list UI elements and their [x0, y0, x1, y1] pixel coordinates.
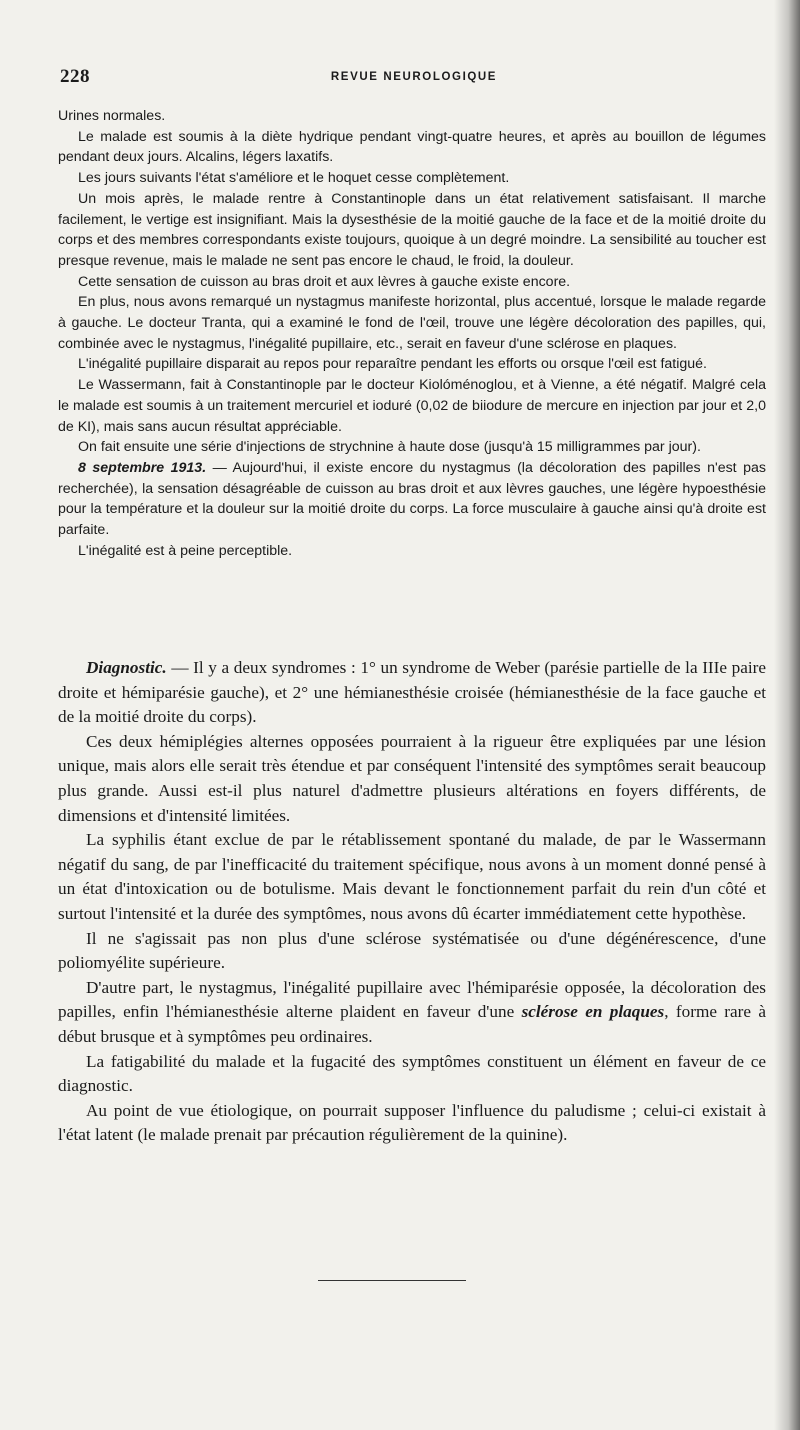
paragraph: La fatigabilité du malade et la fugacité des symptômes constituent un élément en faveur de ce diagnostic. — [58, 1051, 766, 1096]
paragraph — [58, 656, 766, 730]
paragraph-text: D'autre part, le nystagmus, l'inégalité pupillaire avec l'hémiparésie opposée, la décoloration des papilles, enfin l'hémianesthésie alterne plaident en faveur d'une — [58, 977, 766, 1022]
paragraph: Urines normales. — [58, 108, 166, 124]
page-header — [60, 66, 768, 92]
emphasis: sclérose en plaques — [521, 1002, 665, 1022]
paragraph — [58, 976, 766, 1050]
paragraph: Au point de vue étiologique, on pourrait supposer l'influence du paludisme ; celui-ci existait à l'état latent (le malade prenait par précaution régulièrement de la quinine). — [58, 1100, 766, 1145]
entry-text: — Aujourd'hui, il existe encore du nystagmus (la décoloration des papilles n'est pas recherchée), la sensation désagréable de cuisson au bras droit et aux lèvres gauches, une légère hypoesthésie pour la température et la douleur sur la moitié droite du corps. La force musculaire à gauche ainsi qu'à droite est parfaite. — [58, 459, 766, 539]
paragraph: Le Wassermann, fait à Constantinople par le docteur Kiolóménoglou, et à Vienne, a été négatif. Malgré cela le malade est soumis à un traitement mercuriel et ioduré (0,02 de biiodure de mercure en injection par jour et 2,0 de KI), mais sans aucun résultat appréciable. — [58, 377, 766, 435]
paragraph: Les jours suivants l'état s'améliore et le hoquet cesse complètement. — [78, 170, 510, 187]
paragraph: La syphilis étant exclue de par le rétablissement spontané du malade, de par le Wassermann négatif du sang, de par l'inefficacité du traitement spécifique, nous avons à un moment donné pensé à un état d'intoxication ou de botulisme. Mais devant le fonctionnement parfait du rein d'un côté et surtout l'intensité et la durée des symptômes, nous avons dû écarter immédiatement cette hypothèse. — [58, 830, 766, 923]
running-title: REVUE NEUROLOGIQUE — [330, 71, 498, 83]
paragraph: Cette sensation de cuisson au bras droit et aux lèvres à gauche existe encore. — [78, 273, 571, 290]
paragraph: L'inégalité pupillaire disparait au repos pour reparaître pendant les efforts ou orsque l'œil est fatigué. — [78, 356, 707, 373]
entry-date: 8 septembre 1913. — [78, 459, 207, 476]
paragraph-text: , forme rare à début brusque et à symptômes peu ordinaires. — [58, 1002, 767, 1046]
paragraph: Un mois après, le malade rentre à Constantinople dans un état relativement satisfaisant. Il marche facilement, le vertige est insignifiant. Mais la dysesthésie de la moitié gauche de la face et de la moitié droite du corps et des membres correspondants existe toujours, quoique à un degré moindre. La sensibilité au toucher est presque revenue, mais le malade ne sent pas encore le chaud, le froid, la douleur. — [58, 190, 766, 269]
page-number: 228 — [60, 66, 90, 87]
page-edge-shadow — [774, 0, 800, 1430]
paragraph: Il ne s'agissait pas non plus d'une sclérose systématisée ou d'une dégénérescence, d'une poliomyélite supérieure. — [58, 928, 766, 973]
paragraph: L'inégalité est à peine perceptible. — [78, 542, 293, 559]
diagnosis-section — [58, 656, 766, 1148]
paragraph: On fait ensuite une série d'injections de strychnine à haute dose (jusqu'à 15 milligrammes par jour). — [78, 439, 701, 456]
paragraph: En plus, nous avons remarqué un nystagmus manifeste horizontal, plus accentué, lorsque le malade regarde à gauche. Le docteur Tranta, qui a examiné le fond de l'œil, trouve une légère décoloration des papilles, qui, combinée avec le nystagmus, l'inégalité pupillaire, etc., serait en faveur d'une sclérose en plaques. — [58, 294, 766, 352]
section-heading: Diagnostic. — [86, 658, 167, 677]
paragraph-text: — Il y a deux syndromes : 1° un syndrome de Weber (parésie partielle de la IIIe paire droite et hémiparésie gauche), et 2° une hémianesthésie croisée (hémianesthésie de la face gauche et de la moitié droite du corps). — [58, 658, 766, 727]
paragraph: Ces deux hémiplégies alternes opposées pourraient à la rigueur être expliquées par une lésion unique, mais alors elle serait très étendue et par conséquent l'intensité des symptômes serait beaucoup plus grande. Aussi est-il plus naturel d'admettre plusieurs altérations en foyers différents, de dimensions et d'intensité limitées. — [58, 731, 766, 825]
section-divider — [318, 1280, 466, 1281]
case-observation — [58, 106, 766, 561]
paragraph: Le malade est soumis à la diète hydrique pendant vingt-quatre heures, et après au bouillon de légumes pendant deux jours. Alcalins, légers laxatifs. — [58, 128, 766, 166]
dated-paragraph — [58, 458, 766, 541]
